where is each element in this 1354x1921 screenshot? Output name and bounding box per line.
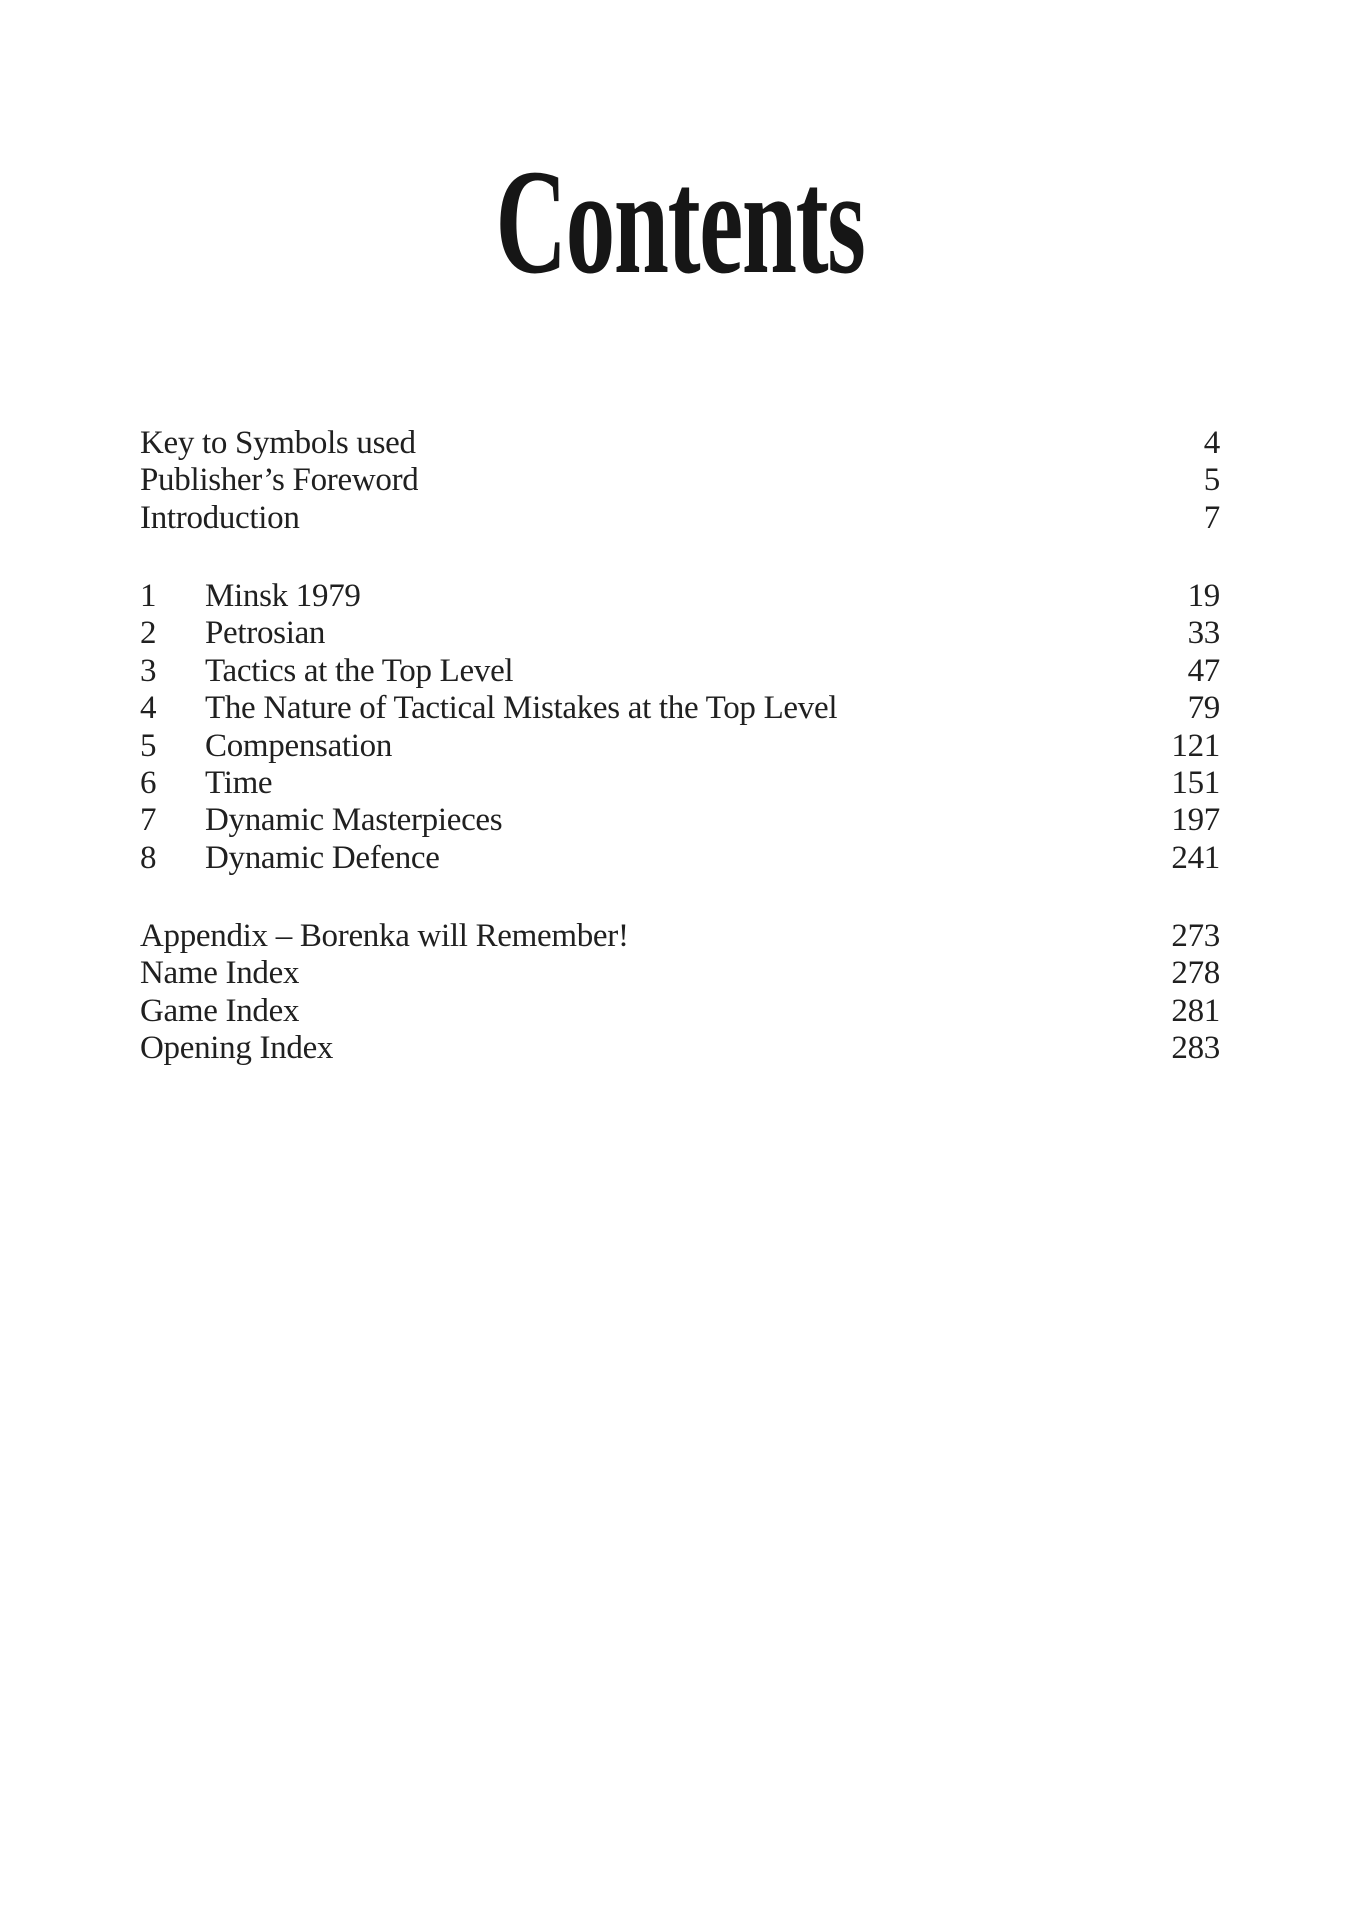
entry-page-number: 151 (1171, 765, 1220, 802)
entry-label: Key to Symbols used (140, 425, 416, 461)
entry-label: The Nature of Tactical Mistakes at the Top Level (205, 690, 838, 727)
chapter-number: 3 (140, 652, 157, 689)
entry-page-number: 241 (1171, 839, 1220, 876)
entry-label: Petrosian (205, 615, 326, 652)
entry-page-number: 19 (1187, 578, 1220, 614)
entry-label: Compensation (205, 727, 393, 764)
chapter-number: 8 (140, 839, 157, 876)
toc-entry (140, 993, 1220, 1030)
chapter-number: 6 (140, 765, 157, 802)
toc-entry (140, 728, 1220, 765)
chapter-number: 7 (140, 802, 157, 839)
toc-entry (140, 578, 1220, 615)
entry-label: Game Index (140, 992, 300, 1029)
entry-label: Introduction (140, 499, 300, 536)
entry-label: Appendix – Borenka will Remember! (140, 918, 629, 954)
chapters-section (140, 578, 1220, 877)
entry-page-number: 7 (1203, 499, 1220, 536)
toc-entry (140, 955, 1220, 992)
chapter-number: 4 (140, 690, 157, 727)
toc-entry (140, 918, 1220, 955)
entry-label: Opening Index (140, 1030, 334, 1067)
page-title: Contents (495, 139, 865, 305)
toc-entry (140, 690, 1220, 727)
entry-label: Name Index (140, 955, 300, 992)
entry-label: Minsk 1979 (205, 578, 361, 614)
toc-entry (140, 653, 1220, 690)
entry-label: Time (205, 765, 273, 802)
entry-page-number: 33 (1187, 615, 1220, 652)
chapter-number: 1 (140, 578, 157, 614)
entry-page-number: 79 (1187, 690, 1220, 727)
toc-entry (140, 425, 1220, 462)
entry-page-number: 121 (1171, 727, 1220, 764)
toc-entry (140, 462, 1220, 499)
toc-entry (140, 1030, 1220, 1067)
toc-entry (140, 615, 1220, 652)
entry-page-number: 273 (1171, 918, 1220, 954)
toc-entry (140, 840, 1220, 877)
entry-page-number: 4 (1203, 425, 1220, 461)
entry-page-number: 47 (1187, 652, 1220, 689)
entry-page-number: 197 (1171, 802, 1220, 839)
entry-label: Dynamic Defence (205, 839, 440, 876)
chapter-number: 5 (140, 727, 157, 764)
front-matter-section (140, 425, 1220, 537)
entry-label: Tactics at the Top Level (205, 652, 514, 689)
entry-label: Dynamic Masterpieces (205, 802, 503, 839)
chapter-number: 2 (140, 615, 157, 652)
toc-entry (140, 500, 1220, 537)
entry-page-number: 5 (1203, 462, 1220, 499)
toc-entry (140, 802, 1220, 839)
entry-page-number: 283 (1171, 1030, 1220, 1067)
entry-page-number: 278 (1171, 955, 1220, 992)
back-matter-section (140, 918, 1220, 1068)
entry-page-number: 281 (1171, 992, 1220, 1029)
toc-entry (140, 765, 1220, 802)
entry-label: Publisher’s Foreword (140, 462, 419, 499)
